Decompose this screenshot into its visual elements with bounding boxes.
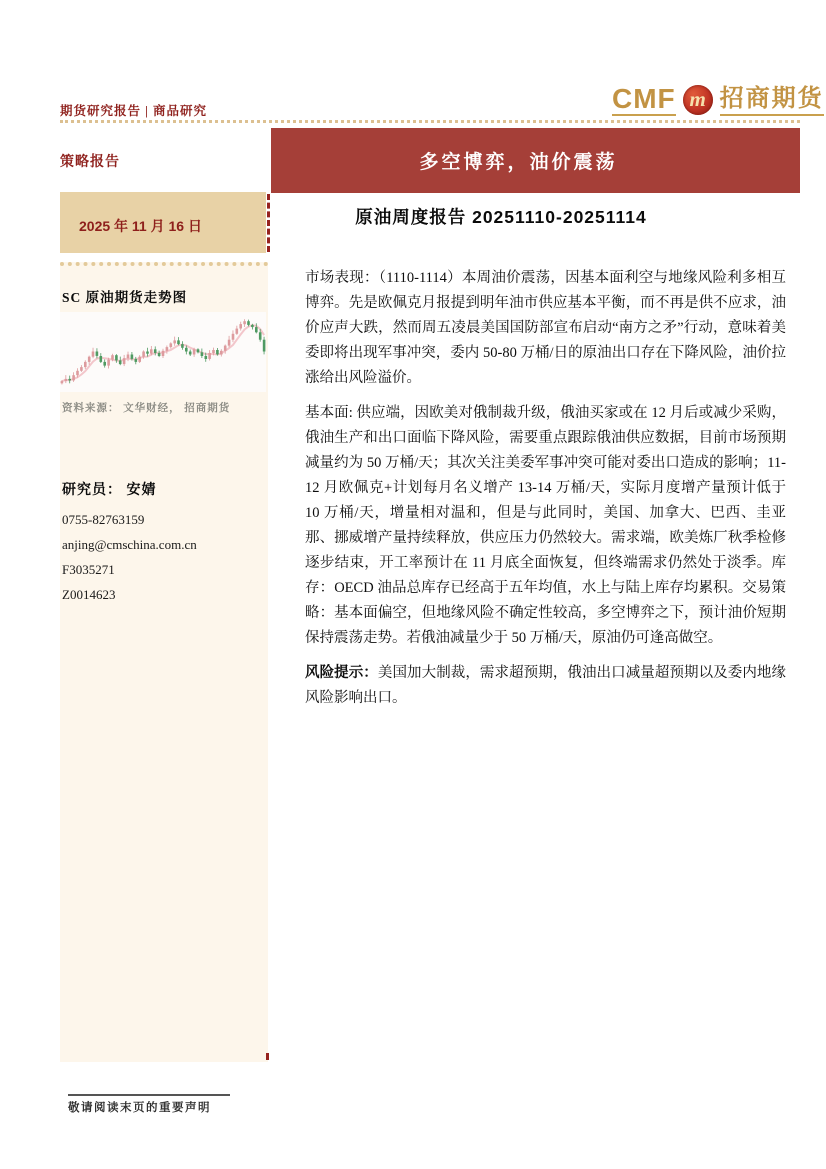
- price-chart: [60, 312, 266, 392]
- paragraph-fundamentals: [305, 401, 786, 651]
- logo-company-name: 招商期货: [720, 85, 824, 116]
- headline-banner: [271, 128, 800, 193]
- dashed-divider: [267, 194, 270, 252]
- paragraph-lead: 市场表现：: [305, 270, 379, 286]
- footer-divider: [68, 1094, 230, 1096]
- company-logo: [612, 84, 824, 116]
- footer-disclaimer: 敬请阅读末页的重要声明: [68, 1102, 211, 1114]
- researcher-name: 安婧: [126, 483, 157, 498]
- logo-badge-glyph: m: [689, 86, 706, 111]
- paragraph-risk-warning: [305, 661, 786, 711]
- sidebar-corner-accent: [266, 1053, 269, 1060]
- paragraph-lead: 基本面:: [305, 405, 353, 421]
- researcher-label: 研究员：: [62, 483, 122, 498]
- researcher-name-line: [62, 479, 268, 499]
- report-date: 2025 年 11 月 16 日: [79, 217, 202, 234]
- researcher-cert-z: Z0014623: [62, 587, 116, 602]
- header-divider: [60, 120, 800, 123]
- report-category-label: 期货研究报告 | 商品研究: [60, 104, 208, 118]
- paragraph-text: 供应端，因欧美对俄制裁升级，俄油买家或在 12 月后或减少采购，俄油生产和出口面临下降风险，需要重点跟踪俄油供应数据，目前市场预期减量约为 50 万桶/天；其次关注美委军事冲突可能对委出口造成的影响；11-12 月欧佩克+计划每月名义增产 13-14 万桶/天，实际月度增产量预计低于 10 万桶/天，增量相对温和，但是与此同时，美国、加拿大、巴西、圭亚那、挪威增产量持续释放，供应压力仍然较大。需求端，欧美炼厂秋季检修逐步结束，开工率预计在 11 月底全面恢复，但终端需求仍然处于淡季。库存：OECD 油品总库存已经高于五年均值，水上与陆上库存均累积。交易策略：基本面偏空，但地缘风险不确定性较高，多空博弈之下，预计油价短期保持震荡走势。若俄油减量少于 50 万桶/天，原油仍可逢高做空。: [305, 405, 786, 646]
- headline-title: 多空博弈，油价震荡: [419, 152, 618, 173]
- candlestick-chart-svg: [60, 312, 266, 392]
- chart-source-note: 资料来源： 文华财经， 招商期货: [62, 403, 231, 414]
- report-type-label: 策略报告: [60, 155, 120, 170]
- report-title: 原油周度报告 20251110-20251114: [355, 207, 647, 227]
- researcher-phone: 0755-82763159: [62, 512, 145, 527]
- paragraph-text: 美国加大制裁，需求超预期，俄油出口减量超预期以及委内地缘风险影响出口。: [305, 665, 786, 706]
- researcher-cert-f: F3035271: [62, 562, 115, 577]
- sidebar-panel: [60, 262, 268, 1062]
- report-date-box: [60, 192, 266, 253]
- paragraph-text: （1110-1114）本周油价震荡，因基本面利空与地缘风险利多相互博弈。先是欧佩克月报提到明年油市供应基本平衡，而不再是供不应求，油价应声大跌，然而周五凌晨美国国防部宣布启动“南方之矛”行动，意味着美委即将出现军事冲突，委内 50-80 万桶/日的原油出口存在下降风险，油价拉涨给出风险溢价。: [305, 270, 786, 386]
- report-body: [305, 266, 786, 721]
- logo-cmf-text: CMF: [612, 83, 676, 114]
- researcher-email[interactable]: anjing@cmschina.com.cn: [62, 537, 197, 552]
- paragraph-market-performance: [305, 266, 786, 391]
- cmf-flame-icon: [683, 85, 713, 115]
- chart-title: SC 原油期货走势图: [62, 290, 188, 305]
- paragraph-lead: 风险提示：: [305, 665, 378, 681]
- researcher-block: [62, 479, 268, 607]
